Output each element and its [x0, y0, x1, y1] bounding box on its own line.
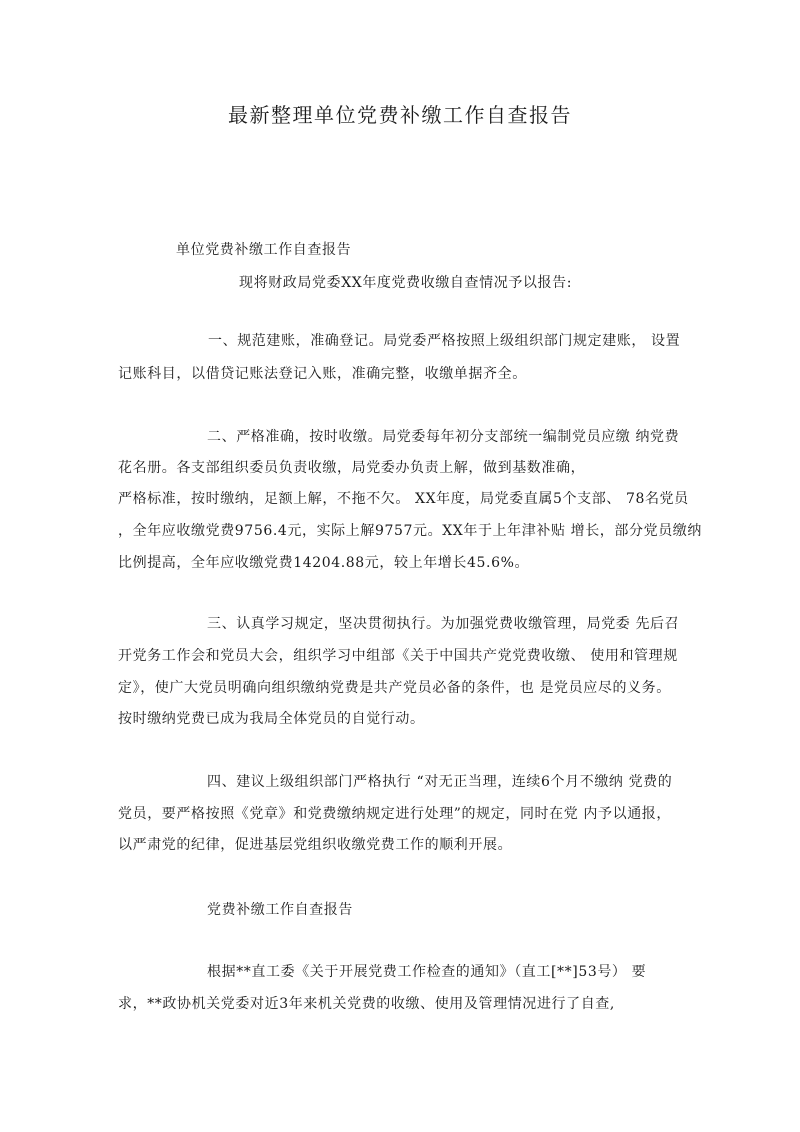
section4-line: 四、建议上级组织部门严格执行 “对无正当理，连续6个月不缴纳 党费的 [207, 774, 673, 790]
section2-line: 严格标准，按时缴纳，足额上解，不拖不欠。 XX年度，局党委直属5个支部、 78名党员 [118, 491, 689, 507]
section-subtitle-2: 党费补缴工作自查报告 [207, 902, 353, 918]
section5-line: 求，**政协机关党委对近3年来机关党费的收缴、使用及管理情况进行了自查, [118, 996, 615, 1012]
document-title: 最新整理单位党费补缴工作自查报告 [228, 103, 572, 127]
section2-line: 二、严格准确，按时收缴。局党委每年初分支部统一编制党员应缴 纳党费 [207, 429, 680, 445]
section3-line: 定》，使广大党员明确向组织缴纳党费是共产党员必备的条件，也 是党员应尽的义务。 [118, 680, 671, 696]
section3-line: 按时缴纳党费已成为我局全体党员的自觉行动。 [118, 711, 425, 727]
section2-line: ，全年应收缴党费9756.4元，实际上解9757元。XX年于上年津补贴 增长，部分党员缴纳 [118, 523, 702, 539]
section4-line: 以严肃党的纪律，促进基层党组织收缴党费工作的顺利开展。 [118, 837, 513, 853]
section2-line: 花名册。各支部组织委员负责收缴，局党委办负责上解，做到基数准确， [118, 460, 586, 476]
section3-line: 三、认真学习规定，坚决贯彻执行。为加强党费收缴管理，局党委 先后召 [207, 616, 680, 632]
section1-line: 一、规范建账，准确登记。局党委严格按照上级组织部门规定建账， 设置 [208, 333, 681, 349]
section1-line: 记账科目，以借贷记账法登记入账，准确完整，收缴单据齐全。 [118, 366, 527, 382]
intro-paragraph: 现将财政局党委XX年度党费收缴自查情况予以报告: [239, 275, 573, 291]
section-subtitle: 单位党费补缴工作自查报告 [176, 242, 352, 258]
section2-line: 比例提高，全年应收缴党费14204.88元，较上年增长45.6%。 [118, 555, 530, 571]
section4-line: 党员，要严格按照《党章》和党费缴纳规定进行处理”的规定，同时在党 内予以通报， [118, 806, 672, 822]
section5-line: 根据**直工委《关于开展党费工作检查的通知》（直工[**]53号） 要 [207, 964, 647, 980]
section3-line: 开党务工作会和党员大会，组织学习中组部《关于中国共产党党费收缴、 使用和管理规 [118, 648, 678, 664]
